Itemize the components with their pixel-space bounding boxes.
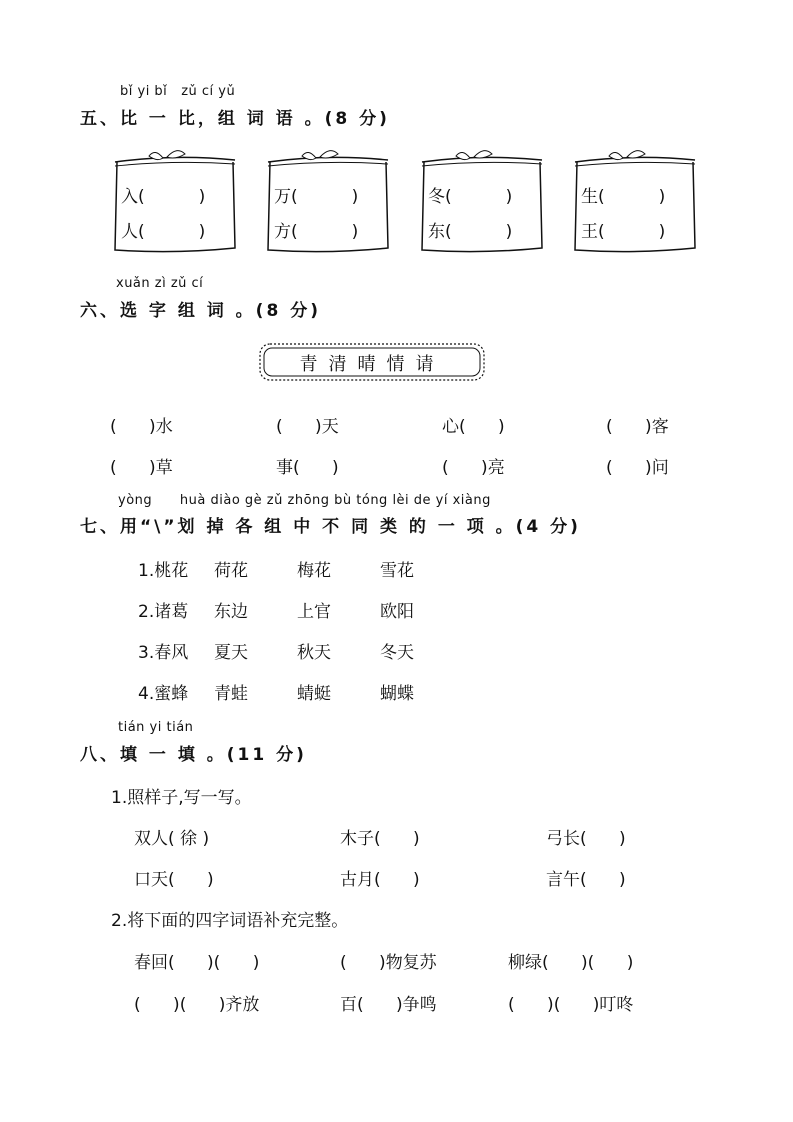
- section5-title: 五、比 一 比，组 词 语 。(8 分): [80, 109, 390, 129]
- q2-label: 2.将下面的四字词语补充完整。: [111, 911, 349, 931]
- choice-characters: 青清晴情请: [299, 354, 445, 375]
- section6-title: 六、选 字 组 词 。(8 分): [80, 301, 321, 321]
- list-item[interactable]: 4.蜜蜂: [138, 684, 189, 704]
- blank-item[interactable]: 心( ): [442, 417, 505, 437]
- card-4-word-2[interactable]: 王( ): [581, 222, 666, 242]
- list-item[interactable]: 2.诸葛: [138, 602, 189, 622]
- blank-item[interactable]: 春回( )( ): [134, 953, 260, 973]
- list-item[interactable]: 青蛙: [214, 684, 248, 704]
- scroll-card-1: [111, 150, 239, 246]
- blank-item[interactable]: 双人( 徐 ): [134, 829, 210, 849]
- q1-label: 1.照样子,写一写。: [111, 788, 252, 808]
- blank-item[interactable]: 古月( ): [340, 870, 420, 890]
- blank-item[interactable]: 言午( ): [546, 870, 626, 890]
- list-item[interactable]: 秋天: [297, 643, 331, 663]
- scroll-card-4: [571, 150, 699, 246]
- blank-item[interactable]: 弓长( ): [546, 829, 626, 849]
- card-4-word-1[interactable]: 生( ): [581, 187, 666, 207]
- blank-item[interactable]: ( )( )叮咚: [508, 995, 634, 1015]
- list-item[interactable]: 蝴蝶: [380, 684, 414, 704]
- section8-pinyin: tián yi tián: [118, 720, 194, 735]
- list-item[interactable]: 雪花: [380, 561, 414, 581]
- character-choice-box: [256, 340, 488, 384]
- blank-item[interactable]: ( )草: [110, 458, 173, 478]
- card-1-word-2[interactable]: 人( ): [121, 222, 206, 242]
- list-item[interactable]: 夏天: [214, 643, 248, 663]
- card-1-word-1[interactable]: 入( ): [121, 187, 206, 207]
- section7-pinyin: yòng huà diào gè zǔ zhōng bù tóng lèi de yí xiàng: [118, 493, 491, 508]
- blank-item[interactable]: ( )水: [110, 417, 173, 437]
- blank-item[interactable]: ( )物复苏: [340, 953, 437, 973]
- blank-item[interactable]: ( )( )齐放: [134, 995, 260, 1015]
- blank-item[interactable]: 木子( ): [340, 829, 420, 849]
- list-item[interactable]: 欧阳: [380, 602, 414, 622]
- blank-item[interactable]: 口天( ): [134, 870, 214, 890]
- list-item[interactable]: 1.桃花: [138, 561, 189, 581]
- list-item[interactable]: 梅花: [297, 561, 331, 581]
- list-item[interactable]: 蜻蜓: [297, 684, 331, 704]
- blank-item[interactable]: 事( ): [276, 458, 339, 478]
- section7-title: 七、用“\”划 掉 各 组 中 不 同 类 的 一 项 。(4 分): [80, 517, 581, 537]
- blank-item[interactable]: ( )天: [276, 417, 339, 437]
- scroll-card-3: [418, 150, 546, 246]
- blank-item[interactable]: 百( )争鸣: [340, 995, 437, 1015]
- card-2-word-1[interactable]: 万( ): [274, 187, 359, 207]
- blank-item[interactable]: ( )问: [606, 458, 669, 478]
- blank-item[interactable]: ( )亮: [442, 458, 505, 478]
- card-2-word-2[interactable]: 方( ): [274, 222, 359, 242]
- section5-pinyin: bǐ yi bǐ zǔ cí yǔ: [120, 84, 236, 99]
- card-3-word-2[interactable]: 东( ): [428, 222, 513, 242]
- card-3-word-1[interactable]: 冬( ): [428, 187, 513, 207]
- list-item[interactable]: 东边: [214, 602, 248, 622]
- list-item[interactable]: 上官: [297, 602, 331, 622]
- list-item[interactable]: 冬天: [380, 643, 414, 663]
- list-item[interactable]: 荷花: [214, 561, 248, 581]
- scroll-card-2: [264, 150, 392, 246]
- blank-item[interactable]: ( )客: [606, 417, 669, 437]
- section8-title: 八、填 一 填 。(11 分): [80, 745, 307, 765]
- blank-item[interactable]: 柳绿( )( ): [508, 953, 634, 973]
- section6-pinyin: xuǎn zì zǔ cí: [116, 276, 204, 291]
- list-item[interactable]: 3.春风: [138, 643, 189, 663]
